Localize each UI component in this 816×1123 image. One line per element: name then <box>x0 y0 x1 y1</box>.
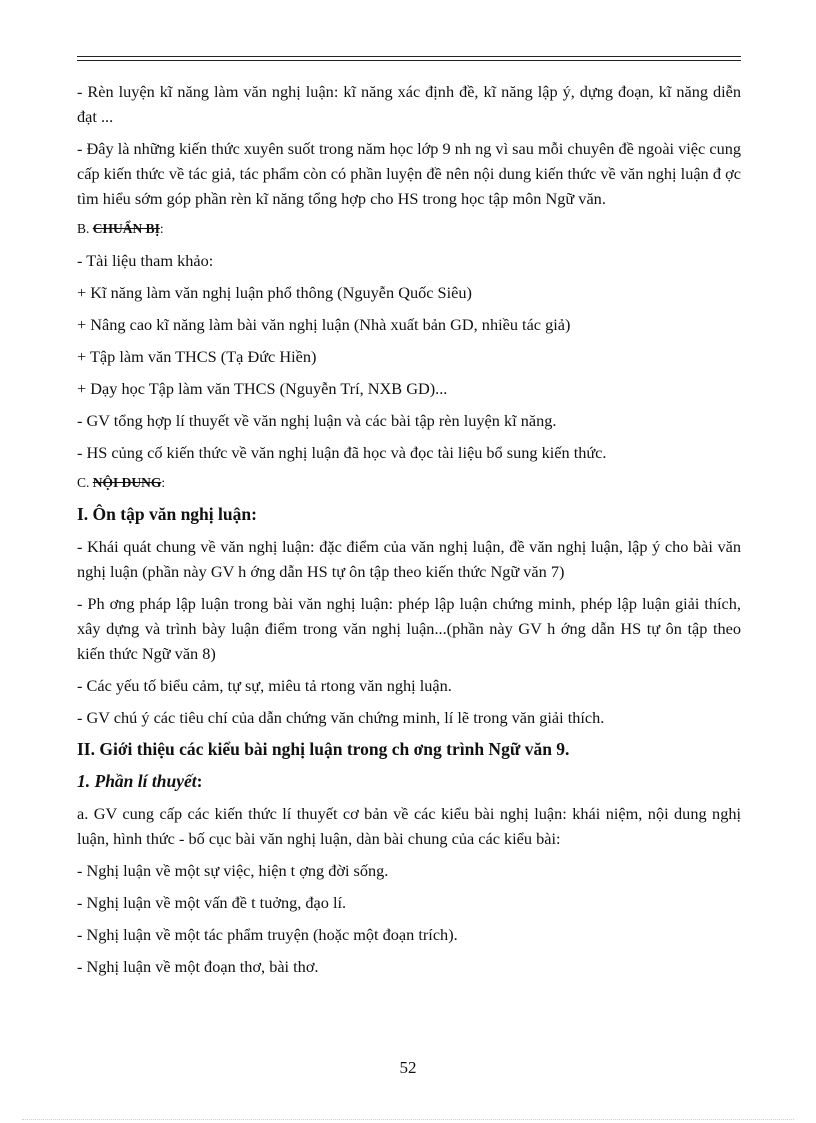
paragraph: - Các yếu tố biểu cảm, tự sự, miêu tả rtong văn nghị luận. <box>77 676 452 695</box>
header-rule <box>77 56 741 61</box>
list-item: + Dạy học Tập làm văn THCS (Nguyễn Trí, NXB GD)... <box>77 379 448 398</box>
list-item: + Nâng cao kĩ năng làm bài văn nghị luận (Nhà xuất bản GD, nhiều tác giả) <box>77 315 571 334</box>
part-1-heading: I. Ôn tập văn nghị luận: <box>77 504 257 524</box>
list-item: - Nghị luận về một tác phẩm truyện (hoặc một đoạn trích). <box>77 925 458 944</box>
list-item: - HS củng cố kiến thức về văn nghị luận đã học và đọc tài liệu bổ sung kiến thức. <box>77 443 607 462</box>
paragraph: - Ph ơng pháp lập luận trong bài văn nghị luận: phép lập luận chứng minh, phép lập luận giải thích, xây dựng và trình bày luận điểm trong văn nghị luận...(phần này GV h ớng dẫn HS tự ôn tập theo kiến thức Ngữ văn 8) <box>77 594 741 663</box>
list-item: - Tài liệu tham khảo: <box>77 251 214 270</box>
page-content <box>77 79 741 986</box>
list-item: - Nghị luận về một sự việc, hiện t ợng đời sống. <box>77 861 389 880</box>
paragraph: a. GV cung cấp các kiến thức lí thuyết cơ bản về các kiểu bài nghị luận: khái niệm, nội dung nghị luận, hình thức - bố cục bài văn nghị luận, dàn bài chung của các kiểu bài: <box>77 804 741 848</box>
list-item: + Tập làm văn THCS (Tạ Đức Hiền) <box>77 347 317 366</box>
section-b-heading: B. CHUẨN BỊ: <box>77 221 164 236</box>
paragraph: - Đây là những kiến thức xuyên suốt trong năm học lớp 9 nh ng vì sau mỗi chuyên đề ngoài việc cung cấp kiến thức về tác giả, tác phẩm còn có phần luyện đề nên nội dung kiến thức về văn nghị luận đ ợc tìm hiểu sớm góp phần rèn kĩ năng tổng hợp cho HS trong học tập môn Ngữ văn. <box>77 139 741 208</box>
list-item: - Nghị luận về một vấn đề t tuởng, đạo lí. <box>77 893 347 912</box>
list-item: - GV tổng hợp lí thuyết về văn nghị luận và các bài tập rèn luyện kĩ năng. <box>77 411 557 430</box>
part-2-heading: II. Giới thiệu các kiểu bài nghị luận trong ch ơng trình Ngữ văn 9. <box>77 739 570 759</box>
page-bottom-border <box>22 1119 794 1120</box>
paragraph: - Rèn luyện kĩ năng làm văn nghị luận: kĩ năng xác định đề, kĩ năng lập ý, dựng đoạn, kĩ năng diễn đạt ... <box>77 82 741 126</box>
section-c-heading: C. NỘI DUNG: <box>77 475 166 490</box>
paragraph: - Khái quát chung về văn nghị luận: đặc điểm của văn nghị luận, đề văn nghị luận, lập ý cho bài văn nghị luận (phần này GV h ớng dẫn HS tự ôn tập theo kiến thức Ngữ văn 7) <box>77 537 741 581</box>
paragraph: - GV chú ý các tiêu chí của dẫn chứng văn chứng minh, lí lẽ trong văn giải thích. <box>77 708 605 727</box>
list-item: + Kĩ năng làm văn nghị luận phổ thông (Nguyễn Quốc Siêu) <box>77 283 472 302</box>
list-item: - Nghị luận về một đoạn thơ, bài thơ. <box>77 957 319 976</box>
sub-heading: 1. Phần lí thuyết: <box>77 771 203 791</box>
page-number: 52 <box>399 1058 417 1077</box>
